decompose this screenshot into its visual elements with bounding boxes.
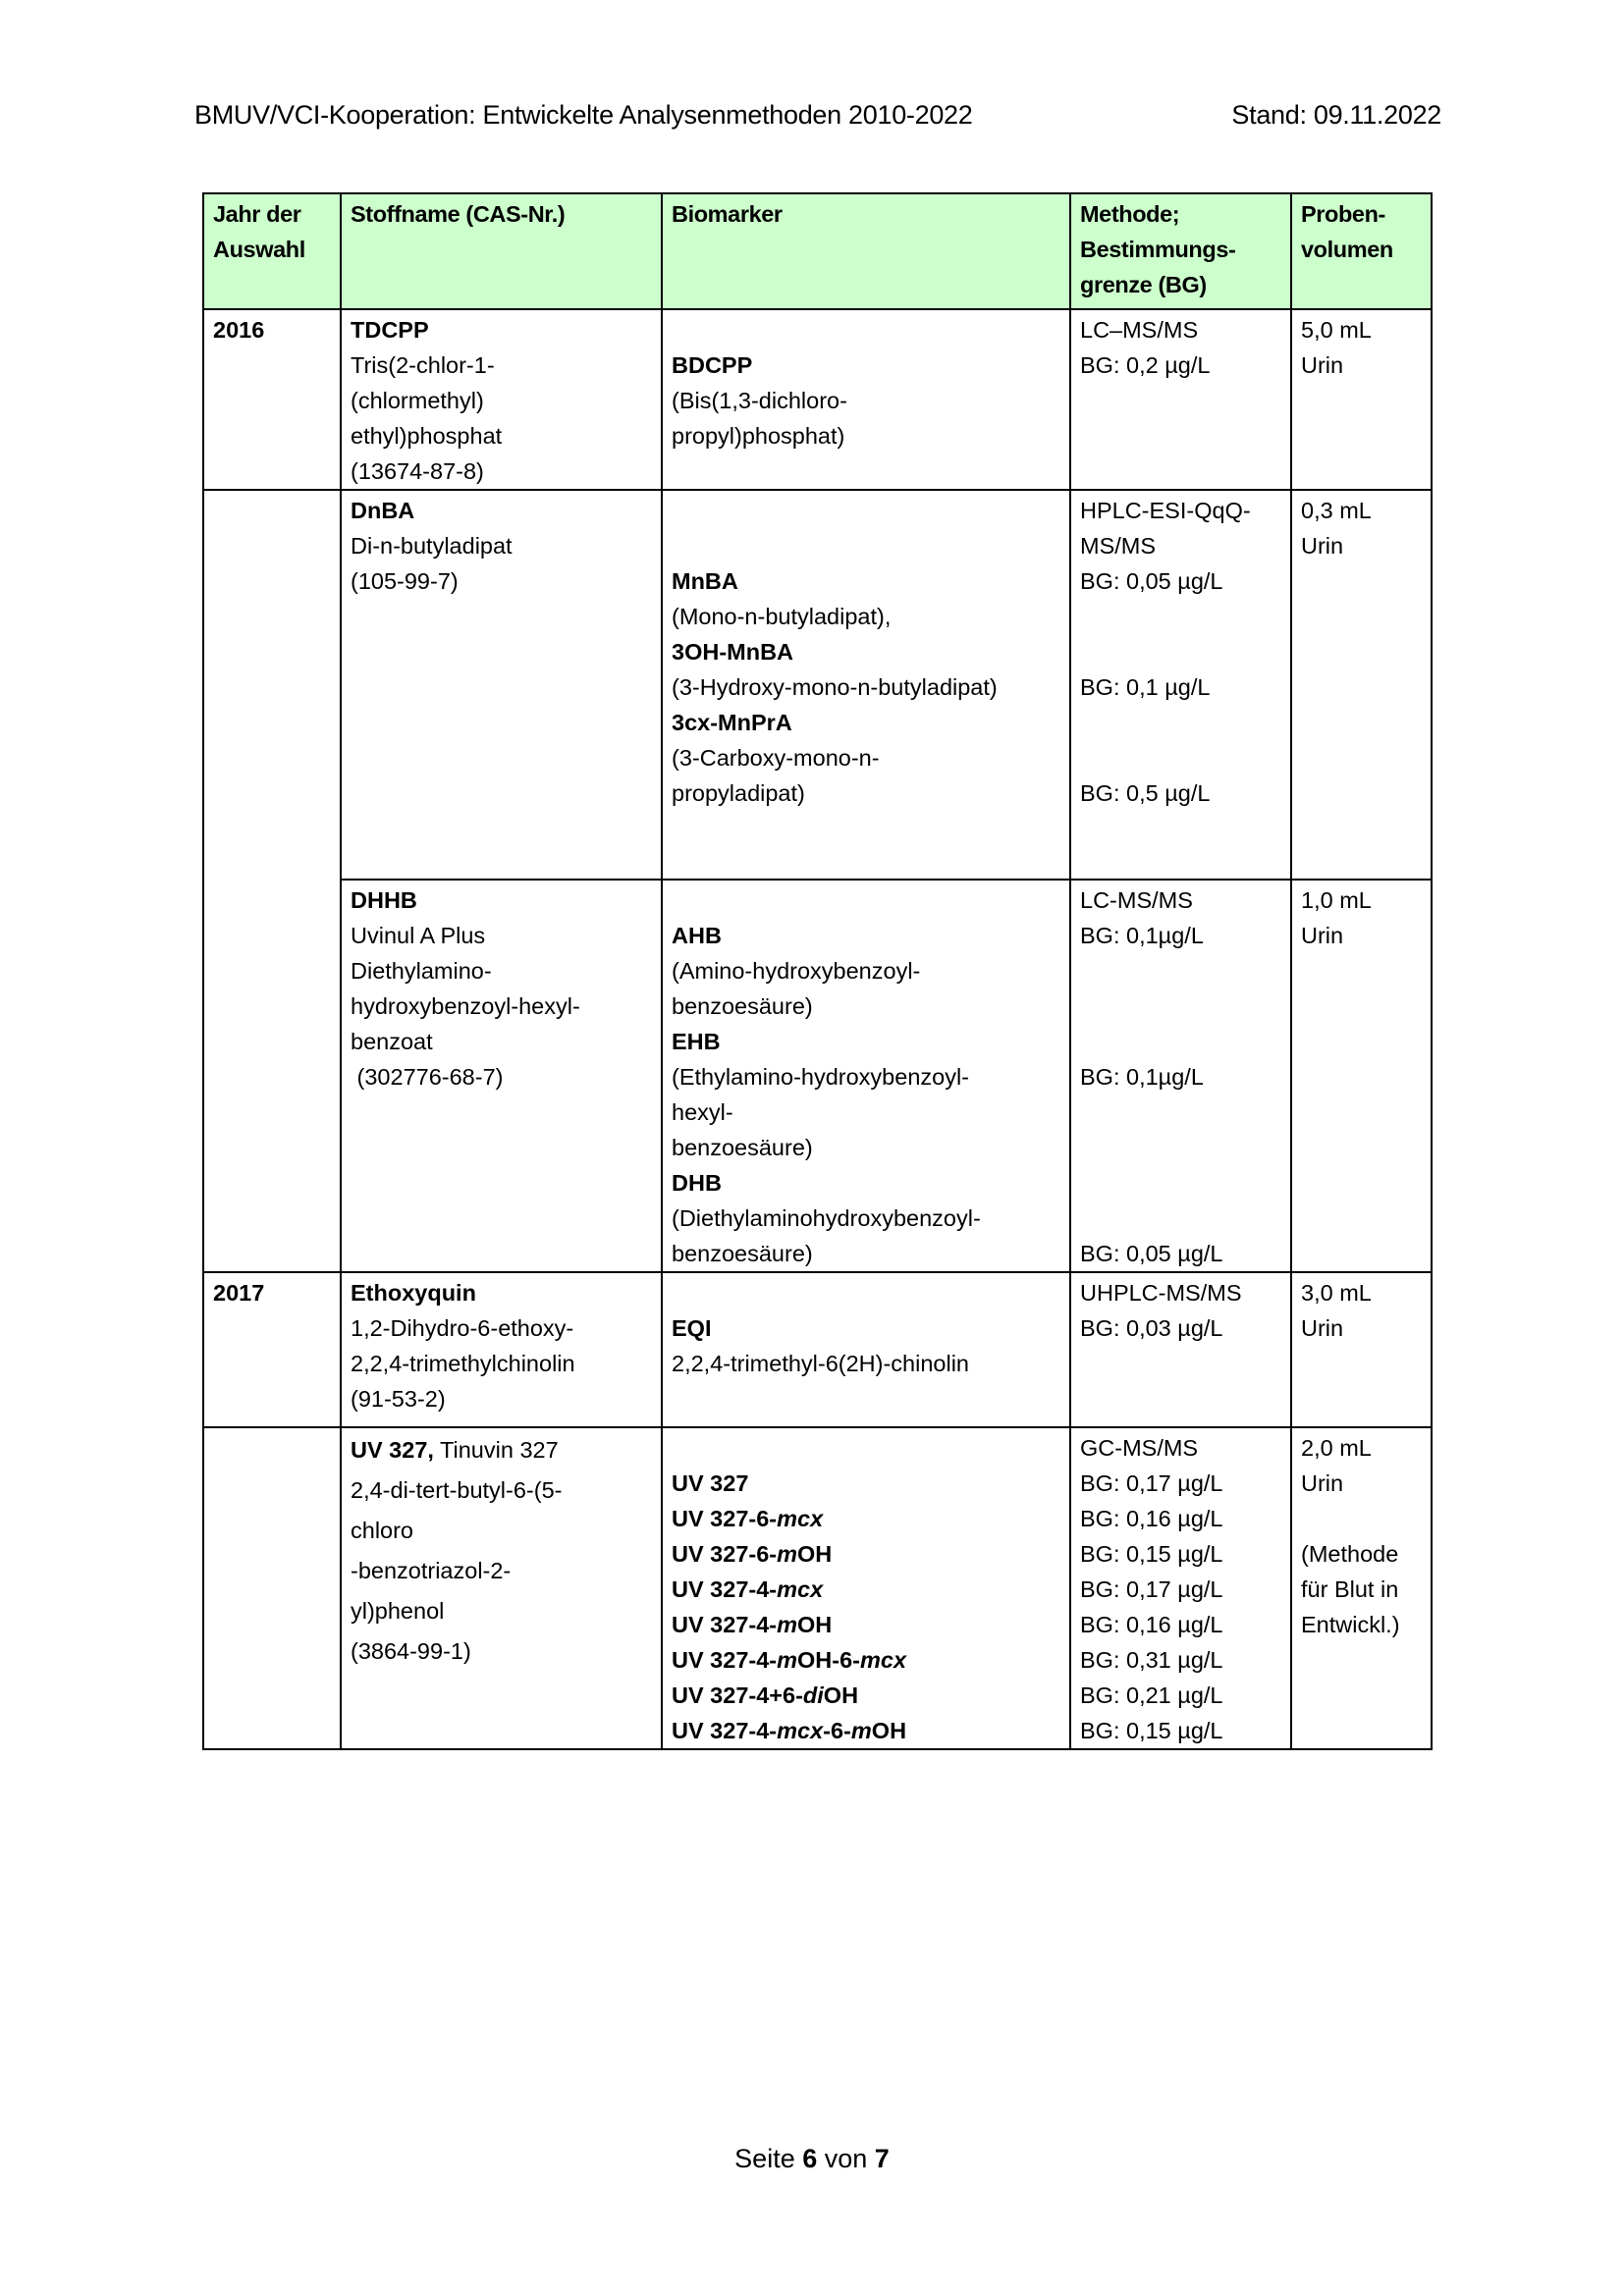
- table-header-row: [203, 193, 1432, 309]
- volume-cell: 0,3 mL Urin: [1291, 490, 1432, 880]
- method-cell: UHPLC-MS/MS BG: 0,03 µg/L: [1070, 1272, 1291, 1427]
- volume-cell: 3,0 mL Urin: [1291, 1272, 1432, 1427]
- table-row: [203, 880, 1432, 1272]
- column-header-substance: Stoffname (CAS-Nr.): [341, 193, 662, 309]
- column-header-method: Methode; Bestimmungs- grenze (BG): [1070, 193, 1291, 309]
- page-number: Seite 6 von 7: [734, 2144, 890, 2173]
- current-page: 6: [802, 2144, 818, 2173]
- year-cell: 2016: [203, 309, 341, 490]
- table-row: [203, 309, 1432, 490]
- substance-cell: UV 327, Tinuvin 327 2,4-di-tert-butyl-6-(5- chloro -benzotriazol-2- yl)phenol (3864-99-1): [341, 1427, 662, 1749]
- biomarker-name: UV 327-4-mcx-6-mOH: [672, 1718, 907, 1743]
- total-pages: 7: [874, 2144, 890, 2173]
- methods-table: [202, 192, 1433, 1750]
- column-header-year: Jahr der Auswahl: [203, 193, 341, 309]
- substance-cell: DnBA Di-n-butyladipat (105-99-7): [341, 490, 662, 880]
- biomarker-name: UV 327-6-mOH: [672, 1541, 833, 1567]
- method-cell: LC–MS/MS BG: 0,2 µg/L: [1070, 309, 1291, 490]
- volume-cell: 1,0 mL Urin: [1291, 880, 1432, 1272]
- year-cell: [203, 1427, 341, 1749]
- biomarker-cell: BDCPP (Bis(1,3-dichloro- propyl)phosphat): [662, 309, 1070, 490]
- column-header-biomarker: Biomarker: [662, 193, 1070, 309]
- year-cell: [203, 880, 341, 1272]
- uv327-biomarker-list: [672, 1466, 1060, 1748]
- table-row: [203, 1272, 1432, 1427]
- method-cell: HPLC-ESI-QqQ- MS/MS BG: 0,05 µg/L BG: 0,1 µg/L BG: 0,5 µg/L: [1070, 490, 1291, 880]
- table-row: [203, 490, 1432, 880]
- biomarker-cell: MnBA (Mono-n-butyladipat), 3OH-MnBA (3-Hydroxy-mono-n-butyladipat) 3cx-MnPrA (3-Carboxy-mono-n- propyladipat): [662, 490, 1070, 880]
- biomarker-name: UV 327: [672, 1470, 749, 1496]
- biomarker-cell: EQI 2,2,4-trimethyl-6(2H)-chinolin: [662, 1272, 1070, 1427]
- method-cell: GC-MS/MS BG: 0,17 µg/L BG: 0,16 µg/L BG: 0,15 µg/L BG: 0,17 µg/L BG: 0,16 µg/L BG: 0,31 µg/L BG: 0,21 µg/L BG: 0,15 µg/L: [1070, 1427, 1291, 1749]
- substance-cell: Ethoxyquin 1,2-Dihydro-6-ethoxy- 2,2,4-trimethylchinolin (91-53-2): [341, 1272, 662, 1427]
- document-header-title: BMUV/VCI-Kooperation: Entwickelte Analysenmethoden 2010-2022: [194, 100, 973, 130]
- biomarker-name: UV 327-4+6-diOH: [672, 1682, 859, 1708]
- method-cell: LC-MS/MS BG: 0,1µg/L BG: 0,1µg/L BG: 0,05 µg/L: [1070, 880, 1291, 1272]
- table-row: [203, 1427, 1432, 1749]
- substance-cell: DHHB Uvinul A Plus Diethylamino- hydroxybenzoyl-hexyl- benzoat (302776-68-7): [341, 880, 662, 1272]
- biomarker-cell: AHB (Amino-hydroxybenzoyl- benzoesäure) EHB (Ethylamino-hydroxybenzoyl- hexyl- benzoesäure) DHB (Diethylaminohydroxybenzoyl- benzoesäure): [662, 880, 1070, 1272]
- substance-cell: TDCPP Tris(2-chlor-1- (chlormethyl) ethyl)phosphat (13674-87-8): [341, 309, 662, 490]
- biomarker-name: UV 327-4-mcx: [672, 1576, 824, 1602]
- biomarker-name: UV 327-6-mcx: [672, 1506, 824, 1531]
- column-header-volume: Proben- volumen: [1291, 193, 1432, 309]
- volume-cell: 2,0 mL Urin (Methode für Blut in Entwickl.): [1291, 1427, 1432, 1749]
- year-cell: 2017: [203, 1272, 341, 1427]
- year-cell: [203, 490, 341, 880]
- biomarker-name: UV 327-4-mOH-6-mcx: [672, 1647, 907, 1673]
- document-header-date: Stand: 09.11.2022: [1231, 100, 1441, 130]
- volume-cell: 5,0 mL Urin: [1291, 309, 1432, 490]
- biomarker-cell: [662, 1427, 1070, 1749]
- biomarker-name: UV 327-4-mOH: [672, 1612, 833, 1637]
